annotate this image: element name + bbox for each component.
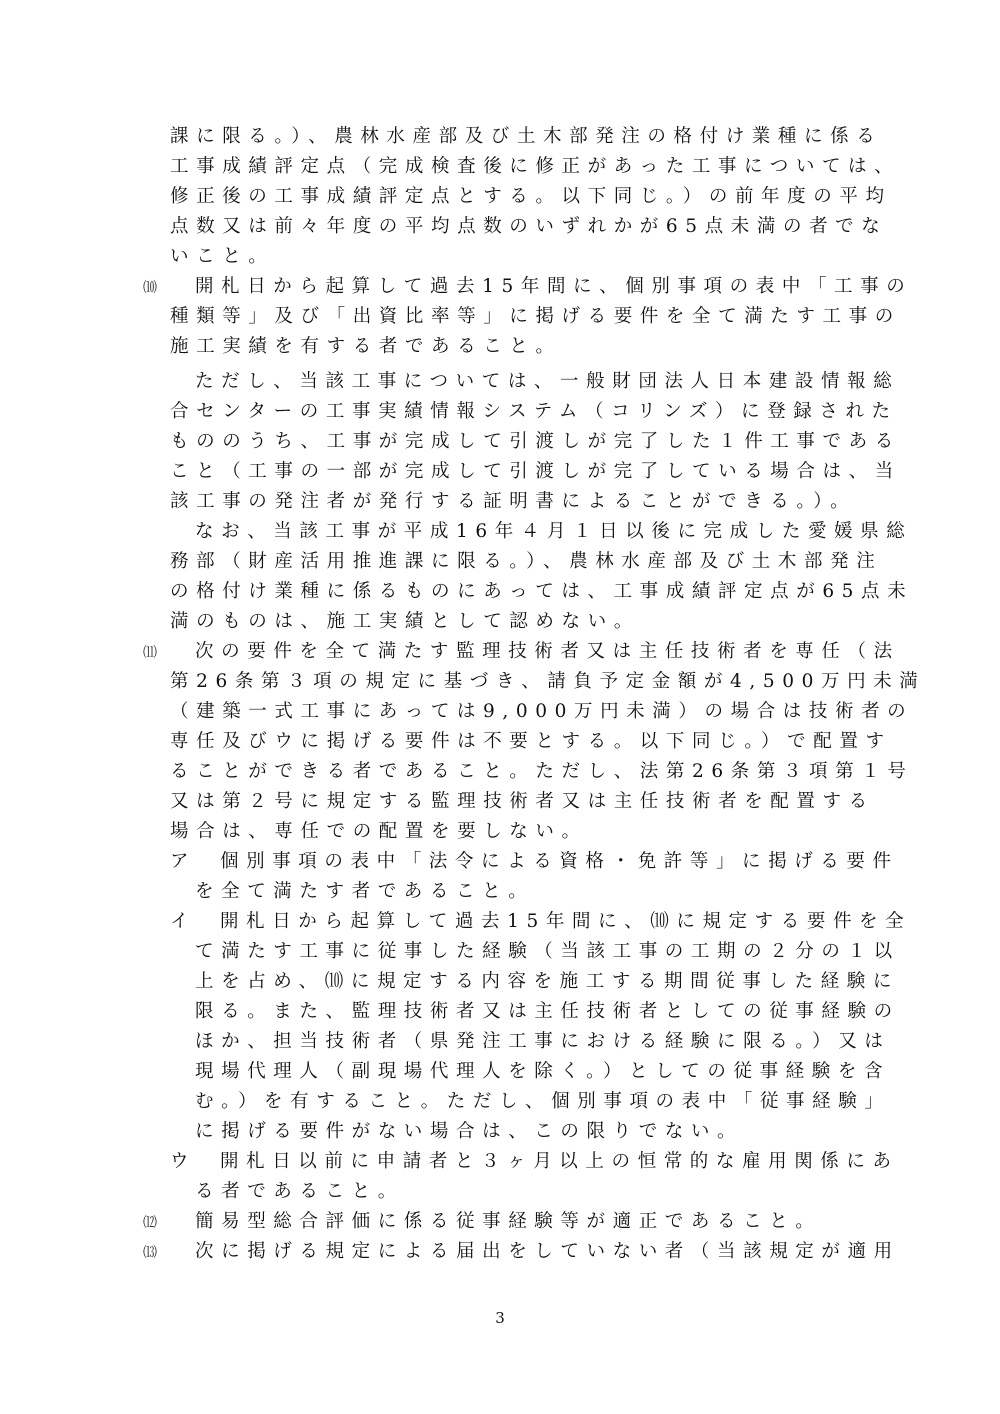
item-number: ⑽ [143, 280, 157, 296]
text-line: ただし、当該工事については、一般財団法人日本建設情報総 [195, 371, 900, 392]
text-line: 種類等」及び「出資比率等」に掲げる要件を全て満たす工事の [170, 306, 901, 327]
text-line: 点数又は前々年度の平均点数のいずれかが65点未満の者でな [170, 216, 888, 237]
text-line: る者であること。 [195, 1181, 404, 1202]
text-line: こと（工事の一部が完成して引渡しが完了している場合は、当 [170, 461, 901, 482]
text-line: ほか、担当技術者（県発注工事における経験に限る。）又は [195, 1031, 891, 1052]
text-line: 開札日以前に申請者と３ヶ月以上の恒常的な雇用関係にあ [220, 1151, 899, 1172]
text-line: 課に限る。）、農林水産部及び土木部発注の格付け業種に係る [170, 126, 883, 147]
text-line: 工事成績評定点（完成検査後に修正があった工事については、 [170, 156, 901, 177]
text-line: 施工実績を有する者であること。 [170, 336, 562, 357]
text-line: いこと。 [170, 246, 275, 267]
text-line: の格付け業種に係るものにあっては、工事成績評定点が65点未 [170, 581, 914, 602]
text-line: 修正後の工事成績評定点とする。以下同じ。）の前年度の平均 [170, 186, 892, 207]
page-number: 3 [495, 1309, 505, 1327]
sub-item-mark: イ [170, 911, 197, 932]
text-line: なお、当該工事が平成16年４月１日以後に完成した愛媛県総 [195, 521, 913, 542]
sub-item-mark: ア [170, 851, 197, 872]
item-number: ⑾ [143, 645, 157, 661]
text-line: ることができる者であること。ただし、法第26条第３項第１号 [170, 761, 914, 782]
text-line: もののうち、工事が完成して引渡しが完了した１件工事である [170, 431, 901, 452]
text-line: 簡易型総合評価に係る従事経験等が適正であること。 [195, 1211, 822, 1232]
text-line: 開札日から起算して過去15年間に、⑽に規定する要件を全 [220, 911, 912, 932]
text-line: む。）を有すること。ただし、個別事項の表中「従事経験」 [195, 1091, 891, 1112]
text-line: （建築一式工事にあっては9,000万円未満）の場合は技術者の [170, 701, 914, 722]
item-number: ⑿ [143, 1215, 157, 1231]
sub-item-mark: ウ [170, 1151, 197, 1172]
text-line: 限る。また、監理技術者又は主任技術者としての従事経験の [195, 1001, 900, 1022]
text-line: 個別事項の表中「法令による資格・免許等」に掲げる要件 [220, 851, 899, 872]
text-line: 該工事の発注者が発行する証明書によることができる。）。 [170, 491, 857, 512]
text-line: 専任及びウに掲げる要件は不要とする。以下同じ。）で配置す [170, 731, 892, 752]
text-line: 上を占め、⑽に規定する内容を施工する期間従事した経験に [195, 971, 899, 992]
text-line: を全て満たす者であること。 [195, 881, 535, 902]
text-line: 満のものは、施工実績として認めない。 [170, 611, 640, 632]
text-line: 務部（財産活用推進課に限る。）、農林水産部及び土木部発注 [170, 551, 883, 572]
text-line: 又は第２号に規定する監理技術者又は主任技術者を配置する [170, 791, 875, 812]
text-line: 場合は、専任での配置を要しない。 [170, 821, 588, 842]
text-line: 開札日から起算して過去15年間に、個別事項の表中「工事の [195, 276, 913, 297]
text-line: 次の要件を全て満たす監理技術者又は主任技術者を専任（法 [195, 641, 900, 662]
item-number: ⒀ [143, 1245, 157, 1261]
text-line: 合センターの工事実績情報システム（コリンズ）に登録された [170, 401, 898, 422]
text-line: に掲げる要件がない場合は、この限りでない。 [195, 1121, 744, 1142]
text-line: 次に掲げる規定による届出をしていない者（当該規定が適用 [195, 1241, 900, 1262]
text-line: て満たす工事に従事した経験（当該工事の工期の２分の１以 [195, 941, 900, 962]
text-line: 第26条第３項の規定に基づき、請負予定金額が4,500万円未満 [170, 671, 926, 692]
text-line: 現場代理人（副現場代理人を除く。）としての従事経験を含 [195, 1061, 891, 1082]
